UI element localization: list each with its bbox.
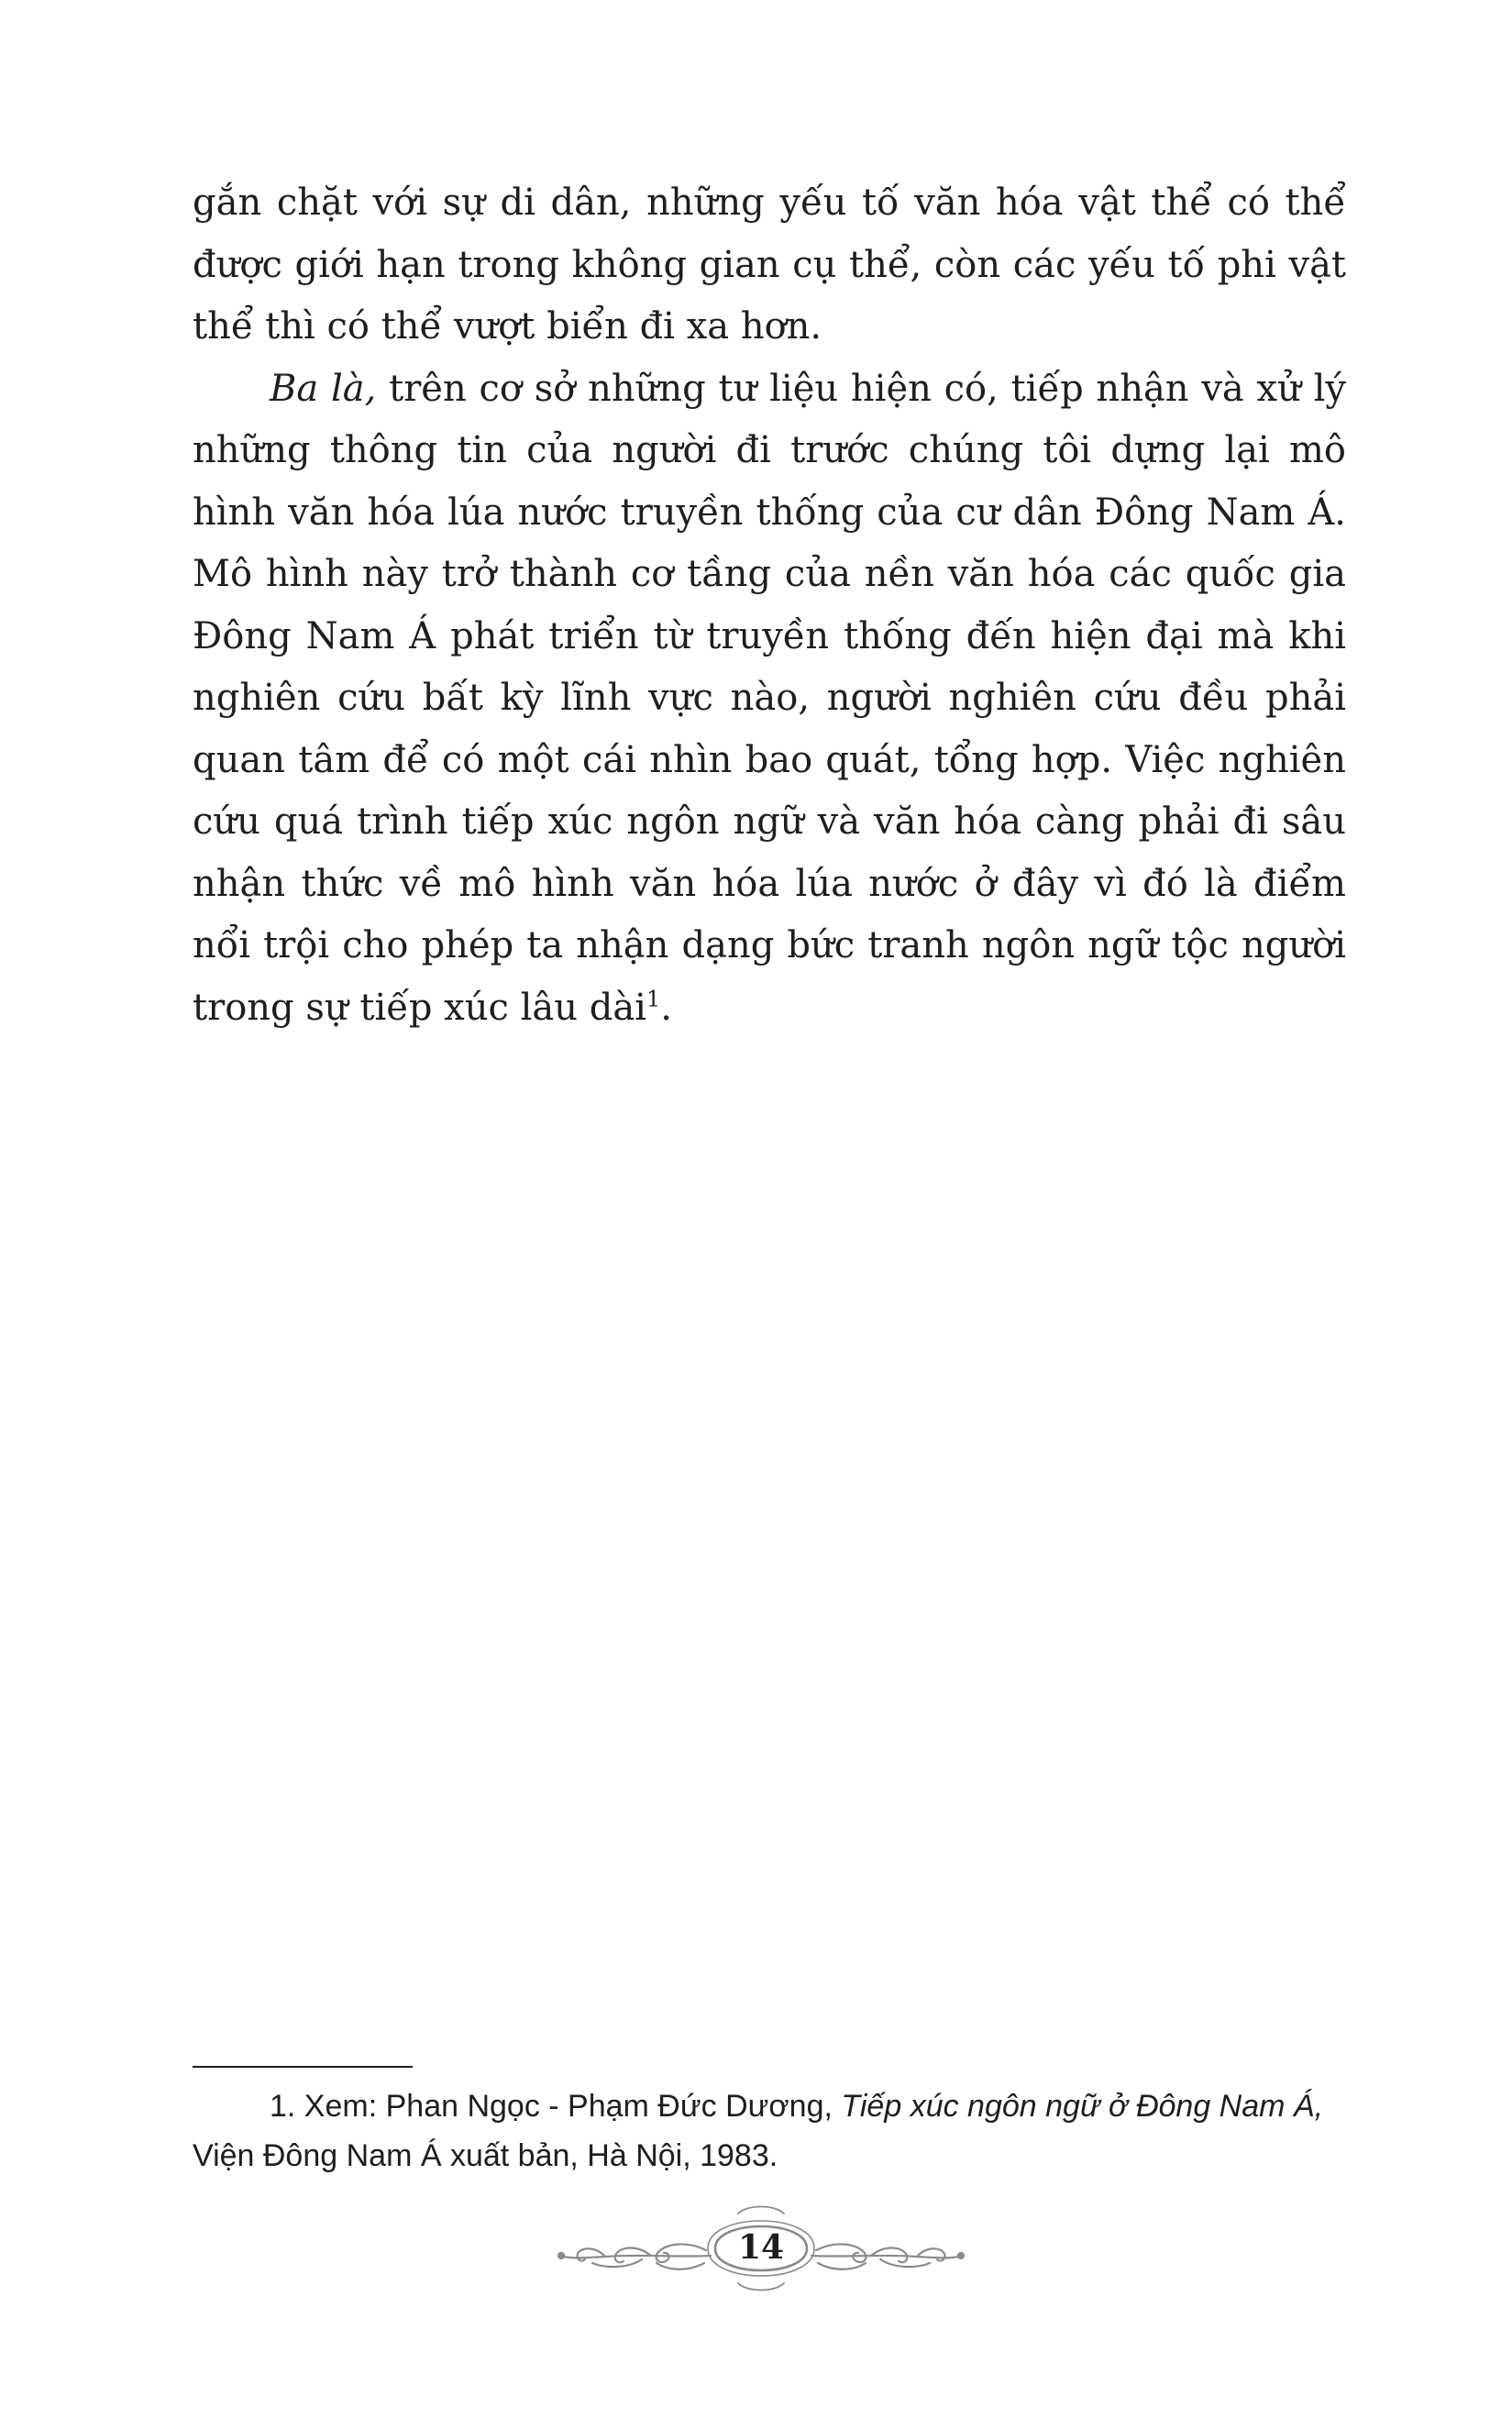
paragraph-continuation xyxy=(193,172,1346,359)
footnote-title: Tiếp xúc ngôn ngữ ở Đông Nam Á, xyxy=(841,2089,1324,2124)
footnote-number: 1. xyxy=(270,2089,296,2124)
footnote xyxy=(193,2081,1350,2181)
body-text xyxy=(193,172,1346,1039)
paragraph-lead-italic: Ba là, xyxy=(270,367,377,410)
paragraph-text: trên cơ sở những tư liệu hiện có, tiếp nhận và xử lý những thông tin của người đi trước chúng tôi dựng lại mô hình văn hóa lúa nước truyền thống của cư dân Đông Nam Á. Mô hình này trở thành cơ tầng của nền văn hóa các quốc gia Đông Nam Á phát triển từ truyền thống đến hiện đại mà khi nghiên cứu bất kỳ lĩnh vực nào, người nghiên cứu đều phải quan tâm để có một cái nhìn bao quát, tổng hợp. Việc nghiên cứu quá trình tiếp xúc ngôn ngữ và văn hóa càng phải đi sâu nhận thức về mô hình văn hóa lúa nước ở đây vì đó là điểm nổi trội cho phép ta nhận dạng bức tranh ngôn ngữ tộc người trong sự tiếp xúc lâu dài xyxy=(193,367,1346,1029)
footnote-separator xyxy=(193,2066,413,2068)
paragraph-text: gắn chặt với sự di dân, những yếu tố văn hóa vật thể có thể được giới hạn trong không gian cụ thể, còn các yếu tố phi vật thể thì có thể vượt biển đi xa hơn. xyxy=(193,182,1346,348)
page-number-ornament xyxy=(550,2201,972,2302)
footnote-publisher: Viện Đông Nam Á xuất bản, Hà Nội, 1983. xyxy=(193,2138,778,2173)
footnote-line xyxy=(193,2131,1350,2181)
footnote-reference[interactable]: 1 xyxy=(646,986,661,1012)
paragraph-end-punct: . xyxy=(660,986,672,1029)
page-number: 14 xyxy=(737,2228,785,2267)
footnote-prefix: Xem: Phan Ngọc - Phạm Đức Dương, xyxy=(295,2089,842,2124)
paragraph-ba-la xyxy=(193,359,1346,1040)
footnote-line xyxy=(193,2081,1350,2131)
